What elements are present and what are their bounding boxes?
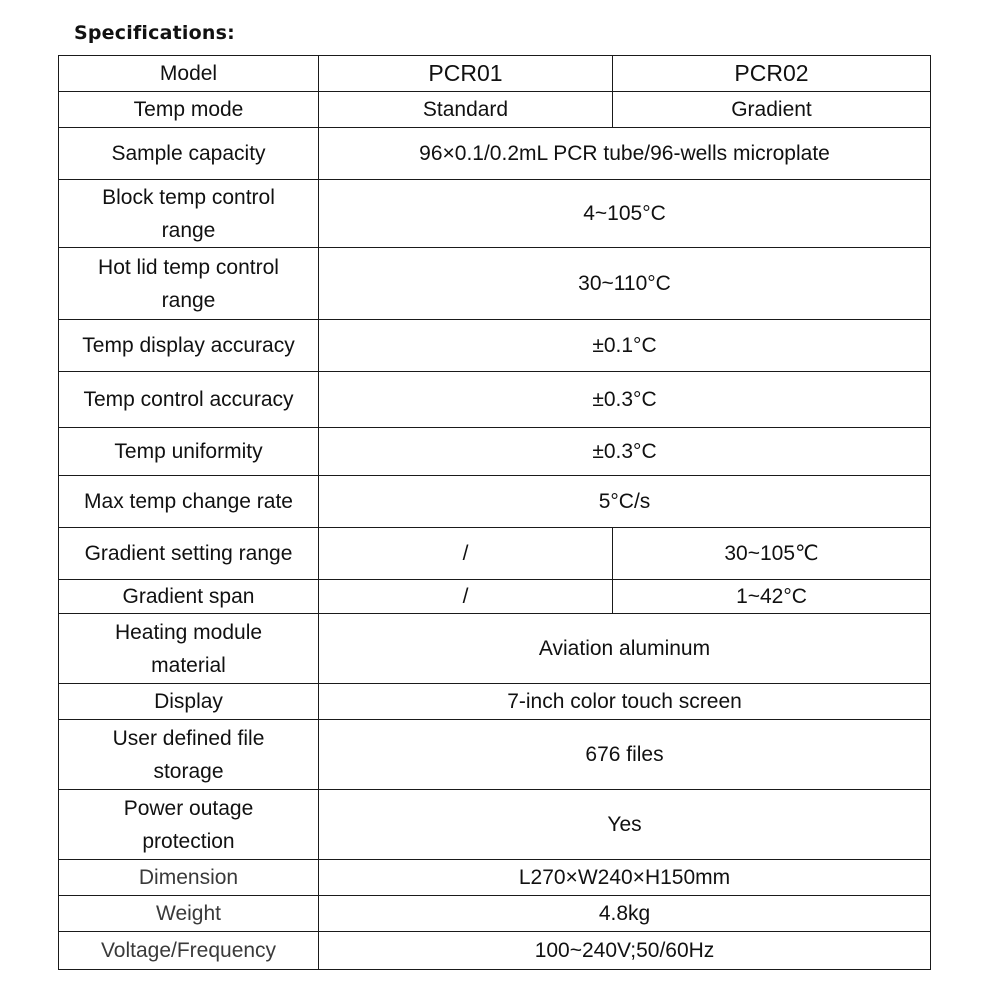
table-row-power-outage — [59, 790, 931, 860]
row-label-temp-mode: Temp mode — [59, 92, 319, 128]
table-row-sample-capacity — [59, 128, 931, 180]
heating-material-value: Aviation aluminum — [319, 614, 931, 684]
file-storage-value: 676 files — [319, 720, 931, 790]
block-temp-range-value: 4~105°C — [319, 180, 931, 248]
row-label-weight: Weight — [59, 896, 319, 932]
table-row-block-temp-range — [59, 180, 931, 248]
gradient-span-pcr02: 1~42°C — [613, 580, 931, 614]
row-label-sample-capacity: Sample capacity — [59, 128, 319, 180]
hot-lid-range-value: 30~110°C — [319, 248, 931, 320]
row-label-max-change-rate: Max temp change rate — [59, 476, 319, 528]
model-pcr01: PCR01 — [319, 56, 613, 92]
table-row-model — [59, 56, 931, 92]
dimension-value: L270×W240×H150mm — [319, 860, 931, 896]
row-label-file-storage: User defined file storage — [59, 720, 319, 790]
table-row-display — [59, 684, 931, 720]
table-row-uniformity — [59, 428, 931, 476]
table-row-max-change-rate — [59, 476, 931, 528]
model-pcr02: PCR02 — [613, 56, 931, 92]
uniformity-value: ±0.3°C — [319, 428, 931, 476]
row-label-gradient-setting-range: Gradient setting range — [59, 528, 319, 580]
gradient-setting-range-pcr02: 30~105℃ — [613, 528, 931, 580]
voltage-value: 100~240V;50/60Hz — [319, 932, 931, 970]
table-row-hot-lid-range — [59, 248, 931, 320]
specifications-table — [58, 55, 931, 970]
table-row-weight — [59, 896, 931, 932]
sample-capacity-value: 96×0.1/0.2mL PCR tube/96-wells microplate — [319, 128, 931, 180]
display-value: 7-inch color touch screen — [319, 684, 931, 720]
table-row-gradient-span — [59, 580, 931, 614]
row-label-control-accuracy: Temp control accuracy — [59, 372, 319, 428]
gradient-span-pcr01: / — [319, 580, 613, 614]
row-label-display-accuracy: Temp display accuracy — [59, 320, 319, 372]
table-row-control-accuracy — [59, 372, 931, 428]
row-label-dimension: Dimension — [59, 860, 319, 896]
row-label-block-temp-range: Block temp control range — [59, 180, 319, 248]
power-outage-value: Yes — [319, 790, 931, 860]
row-label-uniformity: Temp uniformity — [59, 428, 319, 476]
display-accuracy-value: ±0.1°C — [319, 320, 931, 372]
table-row-display-accuracy — [59, 320, 931, 372]
table-row-temp-mode — [59, 92, 931, 128]
weight-value: 4.8kg — [319, 896, 931, 932]
row-label-heating-material: Heating module material — [59, 614, 319, 684]
table-row-voltage — [59, 932, 931, 970]
row-label-gradient-span: Gradient span — [59, 580, 319, 614]
row-label-power-outage: Power outage protection — [59, 790, 319, 860]
table-row-heating-material — [59, 614, 931, 684]
temp-mode-pcr02: Gradient — [613, 92, 931, 128]
max-change-rate-value: 5°C/s — [319, 476, 931, 528]
temp-mode-pcr01: Standard — [319, 92, 613, 128]
row-label-model: Model — [59, 56, 319, 92]
specifications-heading: Specifications: — [74, 22, 235, 44]
table-row-dimension — [59, 860, 931, 896]
row-label-voltage: Voltage/Frequency — [59, 932, 319, 970]
table-row-file-storage — [59, 720, 931, 790]
table-row-gradient-setting-range — [59, 528, 931, 580]
gradient-setting-range-pcr01: / — [319, 528, 613, 580]
row-label-display: Display — [59, 684, 319, 720]
row-label-hot-lid-range: Hot lid temp control range — [59, 248, 319, 320]
control-accuracy-value: ±0.3°C — [319, 372, 931, 428]
